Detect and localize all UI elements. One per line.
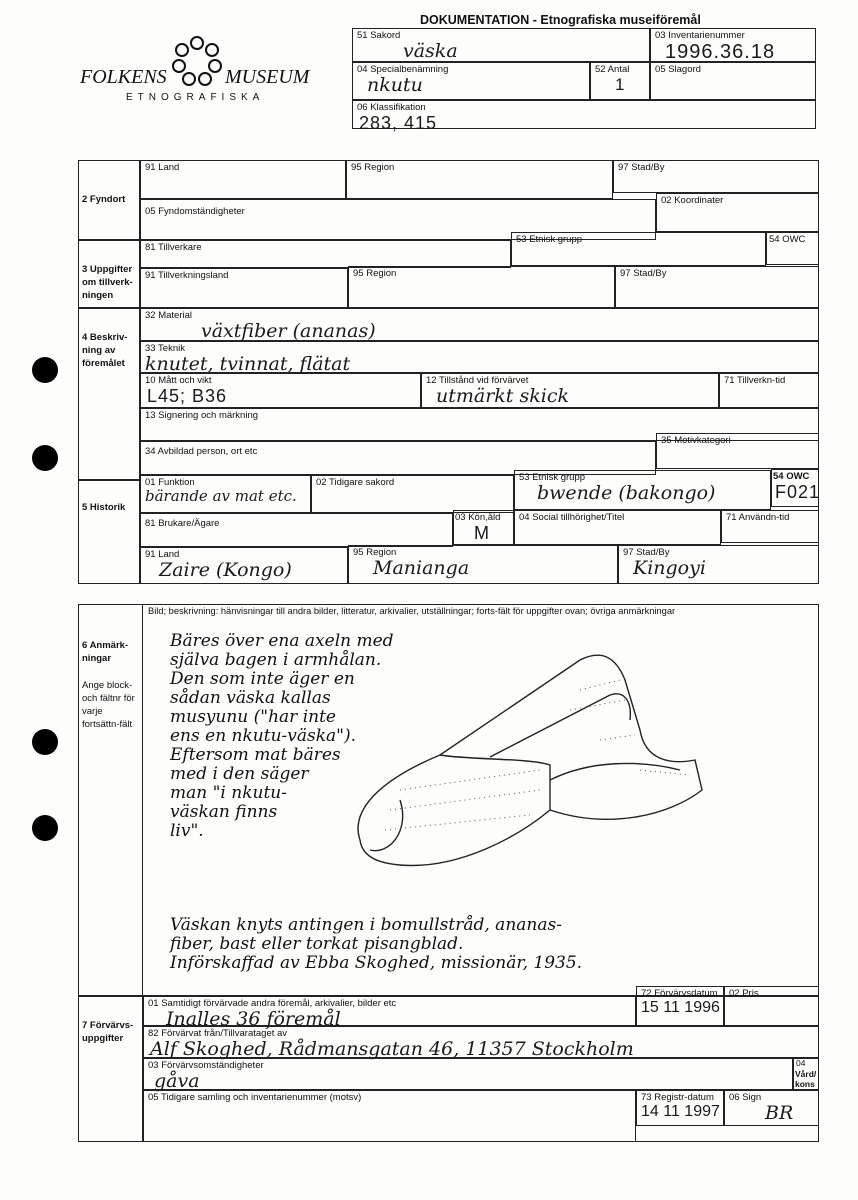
note-line: med i den säger xyxy=(170,764,309,784)
field-land[interactable] xyxy=(140,160,346,199)
note-line: Väskan knyts antingen i bomullstråd, ananas- xyxy=(170,915,562,935)
logo-subtitle: ETNOGRAFISKA xyxy=(126,92,265,103)
label: 13 Signering och märkning xyxy=(145,410,259,421)
field-forvarvsdatum[interactable] xyxy=(636,986,724,1026)
label: 33 Teknik xyxy=(145,343,185,354)
label: 03 Inventarienummer xyxy=(655,30,745,41)
field-tillstand[interactable] xyxy=(421,373,719,408)
label: 04 xyxy=(796,1058,806,1068)
field-region[interactable] xyxy=(346,160,613,199)
label: 05 Tidigare samling och inventarienummer (motsv) xyxy=(148,1092,362,1103)
label: 03 Kön,åld xyxy=(455,512,501,523)
field-forvarvat-fran[interactable] xyxy=(143,1026,819,1058)
label: 97 Stad/By xyxy=(618,162,665,173)
section-label-forvarv xyxy=(78,996,143,1142)
label: 53 Etnisk grupp xyxy=(516,234,583,245)
value: F021 xyxy=(775,482,821,502)
section-title: 7 Förvärvs-uppgifter xyxy=(82,1020,134,1044)
section-title: 3 Uppgifter om tillverk-ningen xyxy=(82,264,133,301)
section-label-historik xyxy=(78,480,140,584)
label: 54 OWC xyxy=(773,471,810,482)
section-title: 6 Anmärk-ningar xyxy=(82,640,129,664)
logo-text-left: FOLKENS xyxy=(80,66,167,88)
field-sakord[interactable] xyxy=(352,28,650,62)
label: 95 Region xyxy=(353,268,397,279)
label: 01 Funktion xyxy=(145,477,195,488)
value: bärande av mat etc. xyxy=(145,487,297,505)
field-forvarvsomstandigheter[interactable] xyxy=(143,1058,793,1090)
label: 35 Motivkategori xyxy=(661,435,731,446)
label: 05 Fyndomständigheter xyxy=(145,206,245,217)
field-owc[interactable] xyxy=(771,469,819,507)
field-material[interactable] xyxy=(140,308,819,341)
label: 82 Förvärvat från/Tillvarataget av xyxy=(148,1028,288,1039)
label: 97 Stad/By xyxy=(620,268,667,279)
field-inventarienummer[interactable] xyxy=(650,28,816,62)
label: 02 Tidigare sakord xyxy=(316,477,395,488)
value: väska xyxy=(403,40,458,62)
value: bwende (bakongo) xyxy=(537,482,716,504)
section-label-beskrivning xyxy=(78,308,140,480)
field-samtidigt-forvarvade[interactable] xyxy=(143,996,636,1030)
field-vard-kons[interactable] xyxy=(793,1058,819,1090)
remarks-notes-2[interactable] xyxy=(170,916,582,973)
value: L45; B36 xyxy=(147,386,228,406)
label: 91 Land xyxy=(145,162,180,173)
punch-hole xyxy=(32,729,58,755)
note-line: man "i nkutu- xyxy=(170,783,287,803)
label: 04 Specialbenämning xyxy=(357,64,449,75)
section-label-anmarkningar xyxy=(78,604,143,996)
label: 73 Registr-datum xyxy=(641,1092,714,1103)
field-stad[interactable] xyxy=(615,266,819,308)
form-title: DOKUMENTATION - Etnografiska museiföremål xyxy=(420,13,701,27)
bag-sketch xyxy=(340,640,720,880)
label: 02 Koordinater xyxy=(661,195,724,206)
label: 72 Förvärvsdatum xyxy=(641,988,718,999)
note-line: fiber, bast eller torkat pisangblad. xyxy=(170,934,464,954)
label: 53 Etnisk grupp xyxy=(519,472,586,483)
value: Inalles 36 föremål xyxy=(166,1008,341,1030)
section-label-tillverkning xyxy=(78,240,140,308)
field-pris[interactable] xyxy=(724,986,819,1026)
note-line: liv". xyxy=(170,821,204,841)
label: 06 Klassifikation xyxy=(357,102,426,113)
value: Manianga xyxy=(373,557,470,579)
label: 02 Pris xyxy=(729,988,759,999)
punch-hole xyxy=(32,445,58,471)
field-etnisk-grupp[interactable] xyxy=(514,470,771,510)
field-tillverkningsland[interactable] xyxy=(140,268,348,308)
value: växtfiber (ananas) xyxy=(201,320,376,342)
field-sign[interactable] xyxy=(724,1090,819,1126)
field-tidigare-samling[interactable] xyxy=(143,1090,636,1142)
value: utmärkt skick xyxy=(436,385,569,407)
field-owc[interactable] xyxy=(766,232,819,265)
field-antal[interactable] xyxy=(590,62,650,100)
label: 04 Social tillhörighet/Titel xyxy=(519,512,625,523)
label: 81 Tillverkare xyxy=(145,242,202,253)
field-region[interactable] xyxy=(348,266,615,308)
field-motivkategori[interactable] xyxy=(656,433,819,469)
note-line: Bäres över ena axeln med xyxy=(170,631,394,651)
field-etnisk-grupp[interactable] xyxy=(511,232,766,266)
field-slagord[interactable] xyxy=(650,62,816,100)
section-note: Ange block-och fältnr för varje fortsättn-fält xyxy=(82,680,135,730)
value: Alf Skoghed, Rådmansgatan 46, 11357 Stockholm xyxy=(150,1038,634,1060)
field-stad[interactable] xyxy=(613,160,819,193)
punch-hole xyxy=(32,357,58,383)
note-line: sådan väska kallas xyxy=(170,688,331,708)
value: gåva xyxy=(154,1070,200,1092)
value: 1 xyxy=(615,75,626,94)
value: 14 11 1997 xyxy=(641,1103,720,1120)
rosette-icon xyxy=(172,36,222,86)
label: 12 Tillstånd vid förvärvet xyxy=(426,375,529,386)
field-registr-datum[interactable] xyxy=(636,1090,724,1126)
label: 10 Mått och vikt xyxy=(145,375,212,386)
field-koordinater[interactable] xyxy=(656,193,819,232)
label: 95 Region xyxy=(353,547,397,558)
value: Zaire (Kongo) xyxy=(159,559,292,581)
label: 01 Samtidigt förvärvade andra föremål, arkivalier, bilder etc xyxy=(148,998,397,1009)
value: 283, 415 xyxy=(359,113,438,133)
label: 05 Slagord xyxy=(655,64,701,75)
label: 06 Sign xyxy=(729,1092,762,1103)
label: 51 Sakord xyxy=(357,30,401,41)
section-title: 2 Fyndort xyxy=(82,194,126,205)
note-line: musyunu ("har inte xyxy=(170,707,336,727)
note-line: Eftersom mat bäres xyxy=(170,745,341,765)
field-tidigare-sakord[interactable] xyxy=(311,475,514,513)
field-klassifikation[interactable] xyxy=(352,100,816,133)
label: 91 Tillverkningsland xyxy=(145,270,229,281)
section-title: 5 Historik xyxy=(82,502,126,513)
field-social-tillhorighet[interactable] xyxy=(514,510,721,545)
field-tillverkn-tid[interactable] xyxy=(719,373,819,408)
value: knutet, tvinnat, flätat xyxy=(145,353,351,375)
note-line: väskan finns xyxy=(170,802,278,822)
value: 1996.36.18 xyxy=(665,41,776,63)
field-brukare[interactable] xyxy=(140,513,453,547)
section-label-fyndort xyxy=(78,160,140,240)
field-kon-alder[interactable] xyxy=(453,510,514,545)
label: 81 Brukare/Ägare xyxy=(145,518,220,529)
note-line: själva bagen i armhålan. xyxy=(170,650,382,670)
value: M xyxy=(474,523,490,543)
value: BR xyxy=(765,1102,794,1124)
label: 95 Region xyxy=(351,162,395,173)
field-tillverkare[interactable] xyxy=(140,240,511,268)
field-region[interactable] xyxy=(348,545,618,584)
label: 71 Tillverkn-tid xyxy=(724,375,786,386)
value: Kingoyi xyxy=(633,557,706,579)
label: 52 Antal xyxy=(595,64,630,75)
punch-hole xyxy=(32,815,58,841)
note-line: ens en nkutu-väska"). xyxy=(170,726,357,746)
field-stad[interactable] xyxy=(618,545,819,584)
section-title: 4 Beskriv-ning av föremålet xyxy=(82,332,128,369)
label: 03 Förvärvsomständigheter xyxy=(148,1060,264,1071)
note-line: Den som inte äger en xyxy=(170,669,355,689)
value: 15 11 1996 xyxy=(641,999,720,1016)
label: 97 Stad/By xyxy=(623,547,670,558)
field-land[interactable] xyxy=(140,547,348,584)
label: 54 OWC xyxy=(769,234,806,245)
field-matt-och-vikt[interactable] xyxy=(140,373,421,408)
field-funktion[interactable] xyxy=(140,475,311,513)
museum-logo xyxy=(80,36,312,106)
value: nkutu xyxy=(367,74,423,96)
logo-text-right: MUSEUM xyxy=(225,66,310,88)
label: 71 Användn-tid xyxy=(726,512,790,523)
label: 34 Avbildad person, ort etc xyxy=(145,446,258,457)
note-line: Införskaffad av Ebba Skoghed, missionär, 1935. xyxy=(170,953,583,973)
remarks-header: Bild; beskrivning: hänvisningar till andra bilder, litteratur, arkivalier, utställningar; forts-fält för uppgifter ovan; övriga anmärkningar xyxy=(148,606,676,616)
field-teknik[interactable] xyxy=(140,341,819,373)
field-specialbenamning[interactable] xyxy=(352,62,590,100)
label: 91 Land xyxy=(145,549,180,560)
label: 32 Material xyxy=(145,310,192,321)
field-anvandn-tid[interactable] xyxy=(721,510,819,543)
label: Vård/ kons xyxy=(795,1069,817,1089)
